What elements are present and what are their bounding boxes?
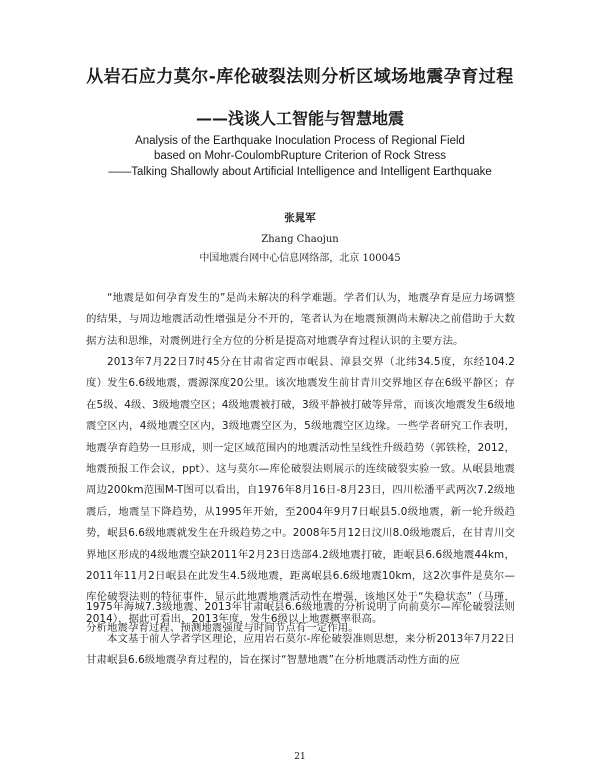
page-number: 21 bbox=[294, 752, 306, 762]
paragraph-2: 2013年7月22日7时45分在甘肃省定西市岷县、漳县交界（北纬34.5度，东经104.2度）发生6.6级地震，震源深度20公里。该次地震发生前甘青川交界地区存在6级平静区；存在5级、4级、3级地震空区；4级地震被打破，3级平静被打破等异常，而该次地震发生6级地震空区内，4级地震空区内，3级地震空区为，5级地震空区边缘。一些学者研究工作表明，地震孕育趋势一旦形成，则一定区域范围内的地震活动性呈线性升级趋势（郭铁栓，2012，地震预报工作会议，ppt）、这与莫尔—库伦破裂法则展示的连续破裂实验一致。从岷县地震周边200km范围M-T图可以看出，自1976年8月16日-8月23日，四川松潘平武两次7.2级地震后，地震呈下降趋势，从1995年开始，至2004年9月7日岷县5.0级地震，新一轮升级趋势，岷县6.6级地震就发生在升级趋势之中。2008年5月12日汶川8.0级地震后，在甘青川交界地区形成的4级地震空缺2011年2月23日迭部4.2级地震打破，距岷县6.6级地震44km，2011年11月2日岷县在此发生4.5级地震，距离岷县6.6级地震10km，这2次事件是莫尔—库伦破裂法则的特征事件，显示此地震地震活动性在增强，该地区处于“失稳状态”（马瑾，2014），据此可看出，2013年度，发生6级以上地震概率很高。 bbox=[86, 356, 515, 625]
paragraph-4: 本文基于前人学者学区理论，应用岩石莫尔-库伦破裂准则思想，来分析2013年7月22日甘肃岷县6.6级地震孕育过程的，旨在探讨“智慧地震”在分析地震活动性方面的应 bbox=[86, 633, 515, 667]
subtitle: ——浅谈人工智能与智慧地震 bbox=[195, 109, 404, 128]
english-title-line-3: ——Talking Shallowly about Artificial Intelligence and Intelligent Earthquake bbox=[108, 166, 492, 178]
paragraph-1: “地震是如何孕育发生的”是尚未解决的科学难题。学者们认为，地震孕育是应力场调整的结果，与周边地震活动性增强是分不开的，笔者认为在地震预测尚未解决之前借助于大数据方法和思维，对震例进行全方位的分析是提高对地震孕育过程认识的主要方法。 bbox=[86, 292, 515, 347]
main-title: 从岩石应力莫尔-库伦破裂法则分析区域场地震孕育过程 bbox=[86, 67, 514, 87]
english-title-line-1: Analysis of the Earthquake Inoculation Process of Regional Field bbox=[135, 135, 465, 147]
author-affiliation: 中国地震台网中心信息网络部，北京 100045 bbox=[199, 253, 401, 264]
english-title-line-2: based on Mohr-CoulombRupture Criterion of Rock Stress bbox=[153, 150, 447, 162]
author-name-en: Zhang Chaojun bbox=[261, 234, 339, 245]
paragraph-3: 1975年海城7.3级地震、2013年甘肃岷县6.6级地震的分析说明了向前莫尔—库伦破裂法则分析地震孕育过程、预测地震强度与时间节点有一定作用。 bbox=[86, 601, 515, 635]
author-name-cn: 张晁军 bbox=[284, 212, 316, 224]
